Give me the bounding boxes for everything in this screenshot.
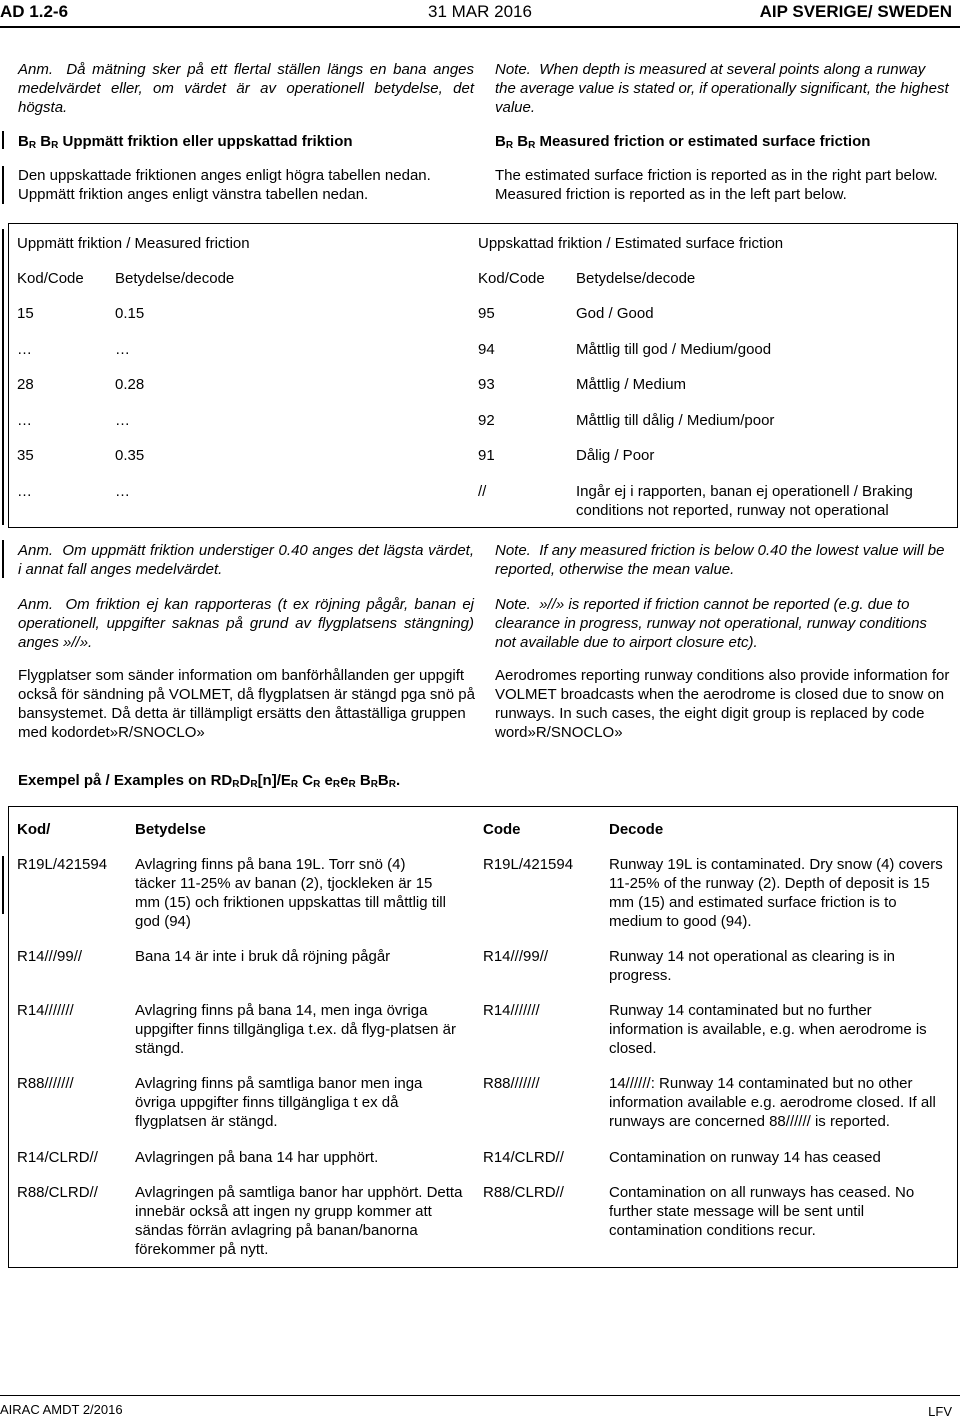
measured-decode: … — [115, 341, 130, 358]
measured-code: … — [17, 412, 32, 429]
amendment-bar — [2, 166, 4, 204]
example-decode: Contamination on runway 14 has ceased — [609, 1149, 881, 1166]
publication-title: AIP SVERIGE/ SWEDEN — [759, 2, 952, 21]
example-decode: Runway 14 not operational as clearing is in progress. — [609, 948, 896, 984]
amendment-number: AIRAC AMDT 2/2016 — [0, 1402, 123, 1417]
measured-code: 28 — [17, 376, 34, 393]
column-header-decode: Betydelse/decode — [115, 270, 235, 287]
estimated-decode: Måttlig till dålig / Medium/poor — [576, 412, 775, 429]
example-code: R88/////// — [483, 1075, 540, 1092]
measured-decode: … — [115, 483, 130, 500]
example-kod: R88/////// — [17, 1075, 74, 1092]
estimated-code: 93 — [478, 376, 495, 393]
example-decode: 14//////: Runway 14 contaminated but no other information available e.g. aerodrome closed. If all runways are concerned 88////// is reported. — [609, 1075, 936, 1130]
estimated-decode: Ingår ej i rapporten, banan ej operationell / Braking conditions not reported, runway not operational — [576, 483, 913, 519]
en-note-lowest: Note. If any measured friction is below 0.40 the lowest value will be reported, otherwise the mean value. — [495, 542, 945, 578]
example-code: R14///99// — [483, 948, 549, 965]
measured-code: … — [17, 483, 32, 500]
example-betydelse: Avlagringen på bana 14 har upphört. — [135, 1149, 379, 1166]
sv-friction-heading: $B_R$ $B_R$ Uppmätt friktion eller uppskattad friktion — [18, 133, 353, 151]
measured-code: 35 — [17, 447, 34, 464]
footer-rule — [0, 1395, 960, 1396]
example-decode: Runway 19L is contaminated. Dry snow (4) covers 11-25% of the runway (2). Depth of deposit is 15 mm (15) and estimated surface friction is to medium to good (94). — [609, 856, 943, 930]
column-header-code: Code — [483, 821, 521, 838]
example-decode: Runway 14 contaminated but no further information is available, e.g. when aerodrome is closed. — [609, 1002, 927, 1057]
measured-code: 15 — [17, 305, 34, 322]
measured-decode: … — [115, 412, 130, 429]
estimated-decode: God / Good — [576, 305, 654, 322]
example-decode: Contamination on all runways has ceased. No further state message will be sent until contamination conditions recur. — [609, 1184, 915, 1239]
amendment-bar — [2, 856, 4, 914]
estimated-decode: Måttlig / Medium — [576, 376, 687, 393]
amendment-bar — [2, 540, 4, 578]
friction-table — [8, 223, 958, 528]
header-rule — [0, 26, 960, 28]
sv-volmet-paragraph: Flygplatser som sänder information om banförhållanden ger uppgift också för sändning på VOLMET, då flygplatsen är stängd pga snö på bansystemet. Då detta är tillämpligt ersätts den åttaställiga gruppen med kodordet»R/SNOCLO» — [18, 667, 475, 741]
example-code: R19L/421594 — [483, 856, 574, 873]
column-header-code: Kod/Code — [17, 270, 84, 287]
en-depth-note: Note. When depth is measured at several points along a runway the average value is stated or, if operationally significant, the highest value. — [495, 61, 949, 116]
example-code: R14/CLRD// — [483, 1149, 564, 1166]
column-header-decode: Betydelse/decode — [576, 270, 696, 287]
example-kod: R14/////// — [17, 1002, 74, 1019]
sv-note-lowest: Anm. Om uppmätt friktion understiger 0.40 anges det lägsta värdet, i annat fall anges medelvärdet. — [18, 542, 474, 578]
sv-depth-note: Anm. Då mätning sker på ett flertal ställen längs en bana anges medelvärdet eller, om värdet är av operationell betydelse, det högsta. — [18, 61, 474, 116]
examples-heading: Exempel på / Examples on $RD_RD_R[n]/E_R$ $C_R$ $e_Re_R$ $B_RB_R$. — [18, 772, 401, 790]
column-header-kod: Kod/ — [17, 821, 51, 838]
en-friction-body: The estimated surface friction is reported as in the right part below. Measured friction is reported as in the left part below. — [495, 167, 938, 203]
amendment-bar — [2, 229, 4, 525]
sv-note-unreported: Anm. Om friktion ej kan rapporteras (t ex röjning pågår, banan ej operationell, uppgifter saknas på grund av flygplatsens stängning) anges »//». — [18, 596, 474, 651]
examples-table — [8, 806, 958, 1268]
estimated-decode: Dålig / Poor — [576, 447, 655, 464]
estimated-code: 91 — [478, 447, 495, 464]
measured-code: … — [17, 341, 32, 358]
estimated-decode: Måttlig till god / Medium/good — [576, 341, 772, 358]
en-note-unreported: Note. »//» is reported if friction cannot be reported (e.g. due to clearance in progress, runway not operational, runway conditions not available due to airport closure etc). — [495, 596, 927, 651]
en-friction-heading: $B_R$ $B_R$ Measured friction or estimated surface friction — [495, 133, 871, 151]
example-kod: R14///99// — [17, 948, 83, 965]
example-betydelse: Avlagring finns på bana 19L. Torr snö (4) täcker 11-25% av banan (2), tjockleken är 15 mm (15) och friktionen uppskattas till måttlig till god (94) — [135, 856, 446, 930]
estimated-code: 92 — [478, 412, 495, 429]
example-betydelse: Bana 14 är inte i bruk då röjning pågår — [135, 948, 391, 965]
amendment-bar — [2, 131, 4, 149]
agency-name: LFV — [928, 1404, 952, 1419]
column-header-betydelse: Betydelse — [135, 821, 206, 838]
estimated-code: 94 — [478, 341, 495, 358]
example-kod: R19L/421594 — [17, 856, 108, 873]
column-header-code: Kod/Code — [478, 270, 545, 287]
estimated-code: // — [478, 483, 487, 500]
example-kod: R88/CLRD// — [17, 1184, 98, 1201]
estimated-code: 95 — [478, 305, 495, 322]
sv-friction-body: Den uppskattade friktionen anges enligt högra tabellen nedan. Uppmätt friktion anges enligt vänstra tabellen nedan. — [18, 167, 431, 203]
example-betydelse: Avlagringen på samtliga banor har upphört. Detta innebär också att ingen ny grupp kommer att sändas förrän avlagring på banan/banorna förekommer på nytt. — [135, 1184, 463, 1258]
example-code: R88/CLRD// — [483, 1184, 564, 1201]
section-number: AD 1.2-6 — [0, 2, 69, 21]
column-header-decode: Decode — [609, 821, 664, 838]
example-kod: R14/CLRD// — [17, 1149, 98, 1166]
en-volmet-paragraph: Aerodromes reporting runway conditions also provide information for VOLMET broadcasts when the aerodrome is closed due to snow on runways. In such cases, the eight digit group is replaced by code word»R/SNOCLO» — [495, 667, 950, 741]
measured-decode: 0.28 — [115, 376, 145, 393]
measured-decode: 0.15 — [115, 305, 145, 322]
measured-friction-title: Uppmätt friktion / Measured friction — [17, 235, 250, 252]
measured-decode: 0.35 — [115, 447, 145, 464]
estimated-friction-title: Uppskattad friktion / Estimated surface friction — [478, 235, 784, 252]
example-betydelse: Avlagring finns på bana 14, men inga övriga uppgifter finns tillgängliga t.ex. då flyg-platsen är stängd. — [135, 1002, 457, 1057]
publication-date: 31 MAR 2016 — [428, 2, 532, 21]
example-code: R14/////// — [483, 1002, 540, 1019]
example-betydelse: Avlagring finns på samtliga banor men inga övriga uppgifter finns tillgängliga t ex då flygplatsen är stängd. — [135, 1075, 423, 1130]
